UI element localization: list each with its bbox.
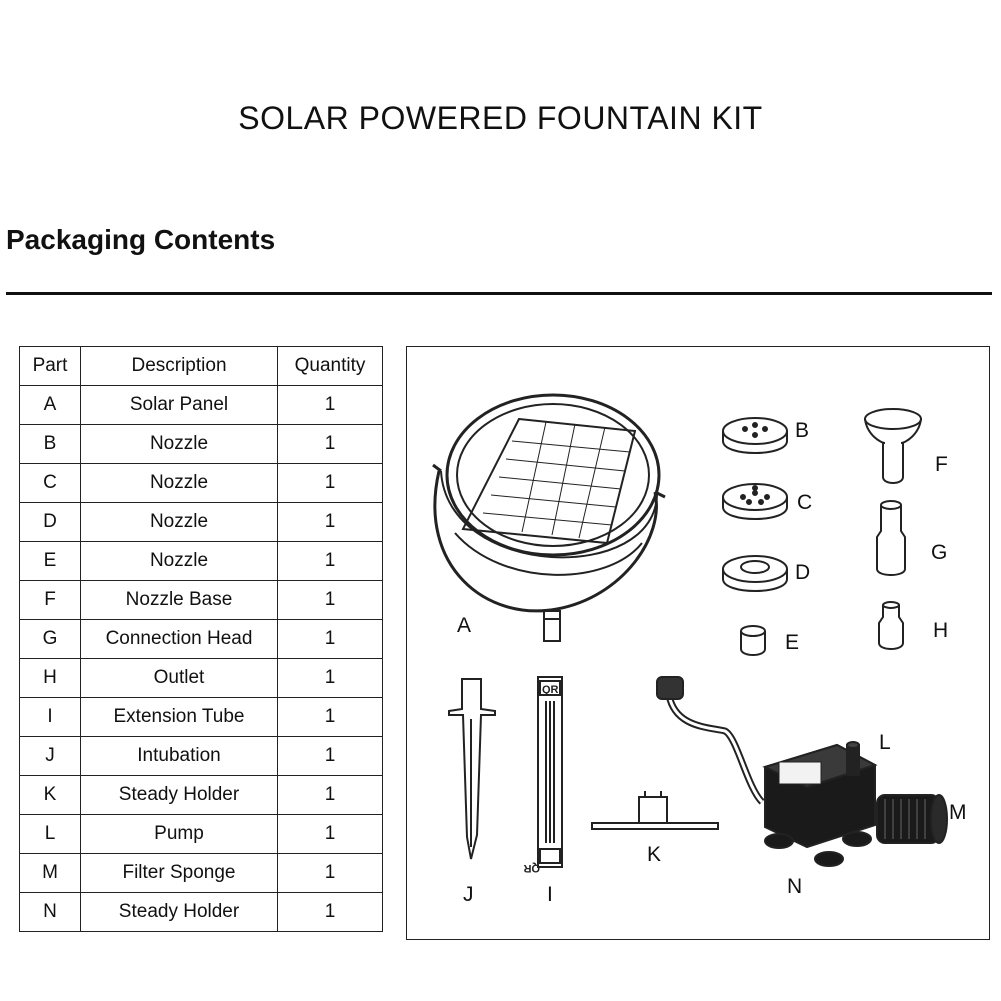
part-description: Connection Head xyxy=(81,620,278,659)
label-m: M xyxy=(949,801,967,824)
part-quantity: 1 xyxy=(278,425,383,464)
label-e: E xyxy=(785,631,800,654)
table-row xyxy=(20,815,383,854)
column-header-quantity: Quantity xyxy=(278,347,383,386)
table-row xyxy=(20,425,383,464)
table-row xyxy=(20,737,383,776)
part-quantity: 1 xyxy=(278,893,383,932)
label-b: B xyxy=(795,419,810,442)
part-description: Pump xyxy=(81,815,278,854)
label-d: D xyxy=(795,561,811,584)
part-quantity: 1 xyxy=(278,854,383,893)
part-quantity: 1 xyxy=(278,815,383,854)
outlet-illustration xyxy=(879,602,903,649)
part-letter: L xyxy=(20,815,81,854)
part-letter: I xyxy=(20,698,81,737)
part-letter: G xyxy=(20,620,81,659)
pump-illustration xyxy=(657,677,947,866)
part-quantity: 1 xyxy=(278,542,383,581)
part-description: Extension Tube xyxy=(81,698,278,737)
intubation-stake-illustration xyxy=(449,679,495,859)
table-row xyxy=(20,659,383,698)
part-letter: B xyxy=(20,425,81,464)
part-description: Filter Sponge xyxy=(81,854,278,893)
part-description: Intubation xyxy=(81,737,278,776)
tube-mark-top: QR xyxy=(542,684,559,696)
nozzle-b-illustration xyxy=(723,418,787,453)
nozzle-e-illustration xyxy=(741,626,765,655)
table-row xyxy=(20,542,383,581)
part-quantity: 1 xyxy=(278,776,383,815)
extension-tube-illustration xyxy=(538,677,562,867)
part-letter: D xyxy=(20,503,81,542)
part-letter: K xyxy=(20,776,81,815)
part-quantity: 1 xyxy=(278,581,383,620)
label-c: C xyxy=(797,491,813,514)
table-row xyxy=(20,464,383,503)
label-h: H xyxy=(933,619,949,642)
part-quantity: 1 xyxy=(278,503,383,542)
part-description: Steady Holder xyxy=(81,776,278,815)
table-row xyxy=(20,776,383,815)
table-row xyxy=(20,386,383,425)
part-description: Nozzle xyxy=(81,425,278,464)
column-header-description: Description xyxy=(81,347,278,386)
label-i: I xyxy=(547,883,553,906)
part-letter: H xyxy=(20,659,81,698)
label-n: N xyxy=(787,875,803,898)
part-letter: J xyxy=(20,737,81,776)
part-description: Nozzle xyxy=(81,542,278,581)
connection-head-illustration xyxy=(877,501,905,575)
solar-panel-illustration xyxy=(433,395,665,641)
part-letter: F xyxy=(20,581,81,620)
parts-illustration xyxy=(406,346,990,940)
part-quantity: 1 xyxy=(278,659,383,698)
parts-table xyxy=(19,346,383,932)
label-j: J xyxy=(463,883,474,906)
table-row xyxy=(20,620,383,659)
part-letter: E xyxy=(20,542,81,581)
nozzle-c-illustration xyxy=(723,484,787,519)
page-title: SOLAR POWERED FOUNTAIN KIT xyxy=(238,100,763,136)
label-l: L xyxy=(879,731,891,754)
part-description: Nozzle xyxy=(81,503,278,542)
label-g: G xyxy=(931,541,948,564)
nozzle-d-illustration xyxy=(723,556,787,591)
table-row xyxy=(20,698,383,737)
table-row xyxy=(20,854,383,893)
part-letter: M xyxy=(20,854,81,893)
label-a: A xyxy=(457,614,472,637)
nozzle-base-illustration xyxy=(865,409,921,483)
part-quantity: 1 xyxy=(278,737,383,776)
part-description: Steady Holder xyxy=(81,893,278,932)
section-heading: Packaging Contents xyxy=(6,224,276,255)
table-row xyxy=(20,581,383,620)
part-quantity: 1 xyxy=(278,464,383,503)
part-quantity: 1 xyxy=(278,698,383,737)
label-f: F xyxy=(935,453,948,476)
label-k: K xyxy=(647,843,662,866)
part-letter: N xyxy=(20,893,81,932)
steady-holder-k-illustration xyxy=(592,791,718,829)
part-description: Nozzle xyxy=(81,464,278,503)
column-header-part: Part xyxy=(20,347,81,386)
divider xyxy=(6,292,992,295)
part-letter: A xyxy=(20,386,81,425)
tube-mark-bottom: QR xyxy=(523,862,540,874)
part-quantity: 1 xyxy=(278,386,383,425)
part-quantity: 1 xyxy=(278,620,383,659)
part-description: Nozzle Base xyxy=(81,581,278,620)
table-row xyxy=(20,503,383,542)
table-header-row xyxy=(20,347,383,386)
part-description: Solar Panel xyxy=(81,386,278,425)
part-description: Outlet xyxy=(81,659,278,698)
part-letter: C xyxy=(20,464,81,503)
table-row xyxy=(20,893,383,932)
